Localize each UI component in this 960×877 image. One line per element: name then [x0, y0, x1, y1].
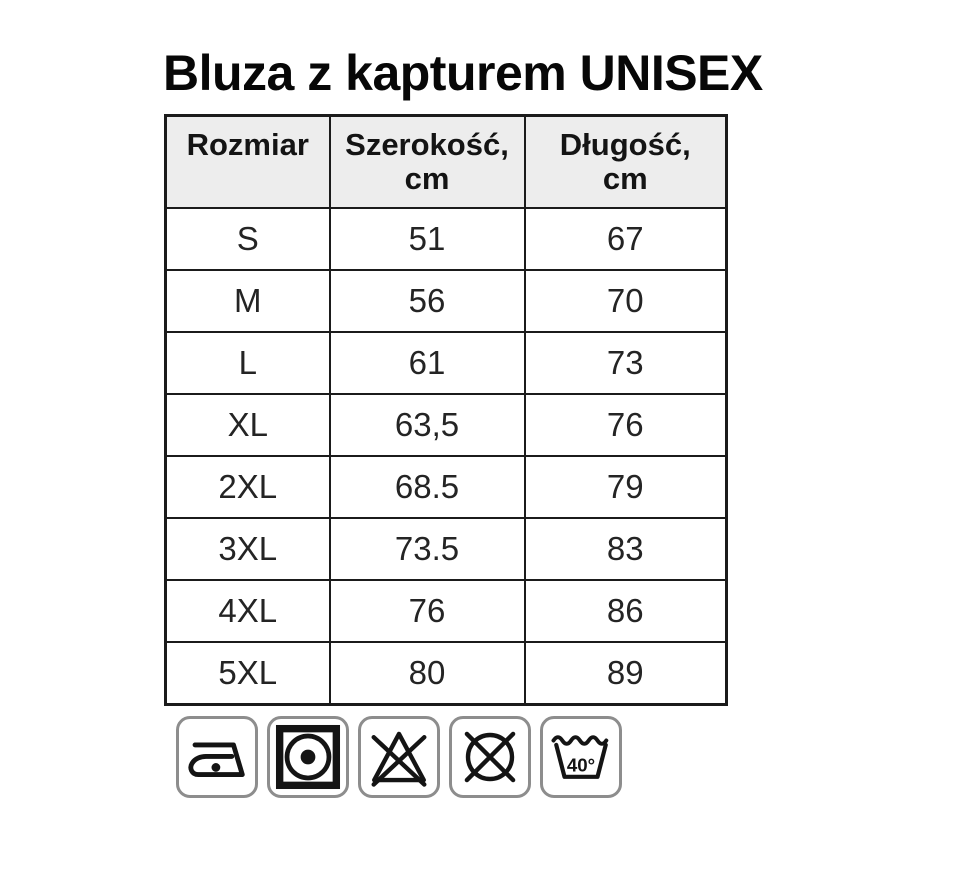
header-line: cm	[602, 161, 648, 196]
length-cell: 86	[525, 580, 727, 642]
length-cell: 70	[525, 270, 727, 332]
table-row	[166, 642, 727, 705]
size-table	[164, 114, 728, 706]
length-cell: 76	[525, 394, 727, 456]
size-cell: 5XL	[166, 642, 330, 705]
length-cell: 67	[525, 208, 727, 270]
width-cell: 63,5	[330, 394, 525, 456]
header-line	[167, 162, 329, 196]
iron-icon	[184, 724, 250, 790]
width-cell: 80	[330, 642, 525, 705]
header-line: Rozmiar	[186, 127, 309, 162]
table-row	[166, 456, 727, 518]
do-not-dry-clean-icon	[457, 724, 523, 790]
care-symbol	[358, 716, 440, 798]
length-cell: 79	[525, 456, 727, 518]
length-cell: 83	[525, 518, 727, 580]
care-symbol	[176, 716, 258, 798]
header-szerokosc	[330, 116, 525, 209]
size-cell: 2XL	[166, 456, 330, 518]
header-dlugosc	[525, 116, 727, 209]
header-row	[166, 116, 727, 209]
table-row	[166, 332, 727, 394]
table-row	[166, 208, 727, 270]
care-symbol	[267, 716, 349, 798]
length-cell: 89	[525, 642, 727, 705]
table-row	[166, 518, 727, 580]
width-cell: 56	[330, 270, 525, 332]
size-cell: XL	[166, 394, 330, 456]
header-rozmiar	[166, 116, 330, 209]
size-cell: M	[166, 270, 330, 332]
tumble-dry-icon	[274, 723, 342, 791]
table-row	[166, 580, 727, 642]
width-cell: 51	[330, 208, 525, 270]
length-cell: 73	[525, 332, 727, 394]
page-title: Bluza z kapturem UNISEX	[163, 45, 763, 101]
table-row	[166, 394, 727, 456]
header-line: Długość,	[559, 127, 691, 162]
wash-40-icon	[548, 724, 614, 790]
width-cell: 68.5	[330, 456, 525, 518]
size-cell: L	[166, 332, 330, 394]
header-line: Szerokość,	[345, 127, 509, 162]
width-cell: 76	[330, 580, 525, 642]
size-cell: 3XL	[166, 518, 330, 580]
wash-temp-label: 40°	[566, 754, 596, 776]
width-cell: 61	[330, 332, 525, 394]
care-symbol	[449, 716, 531, 798]
table-row	[166, 270, 727, 332]
header-line: cm	[404, 161, 450, 196]
size-cell: 4XL	[166, 580, 330, 642]
width-cell: 73.5	[330, 518, 525, 580]
care-symbol	[540, 716, 622, 798]
size-cell: S	[166, 208, 330, 270]
care-symbols-row	[176, 716, 622, 798]
do-not-bleach-icon	[366, 724, 432, 790]
